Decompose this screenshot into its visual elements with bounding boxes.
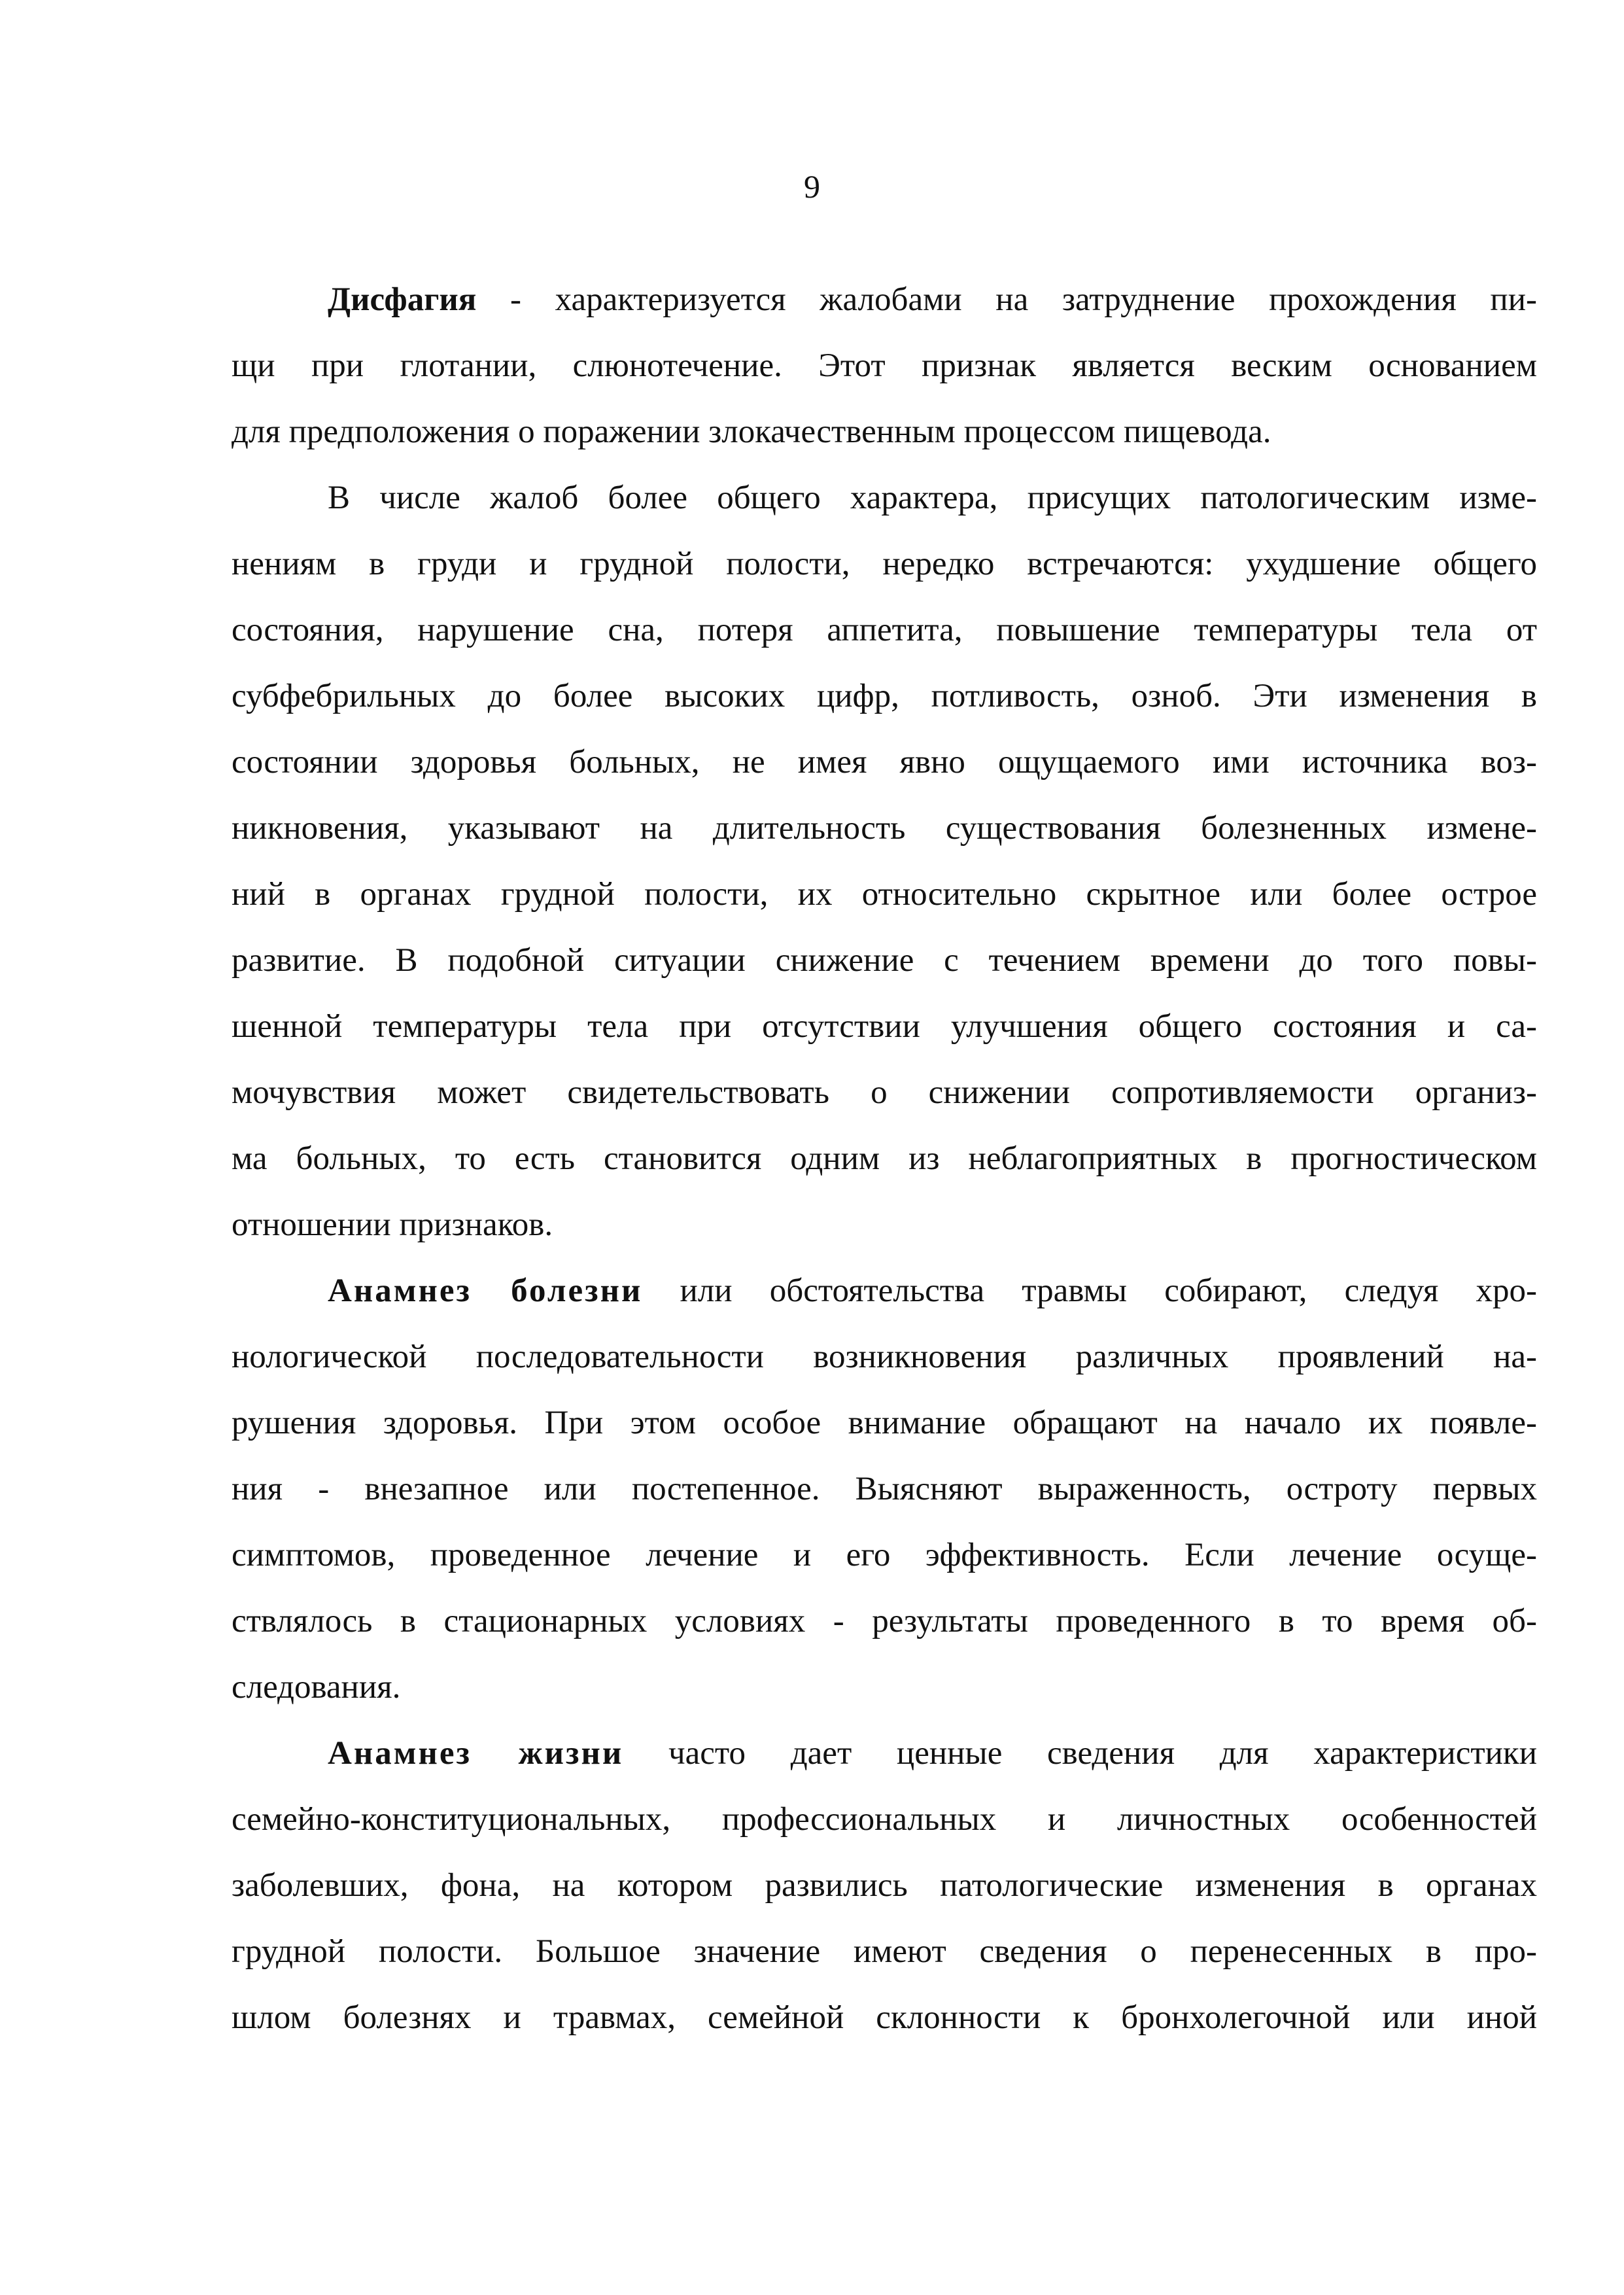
text-line: грудной полости. Большое значение имеют сведения о перенесенных в про- [232,1933,1537,1970]
text-line: состояния, нарушение сна, потеря аппетита, повышение температуры тела от [232,612,1537,648]
text-line: следования. [232,1669,401,1706]
text-line: щи при глотании, слюнотечение. Этот признак является веским основанием [232,347,1537,384]
term-dysphagia: Дисфагия [328,281,477,318]
text-line: нениям в груди и грудной полости, нередко встречаются: ухудшение общего [232,546,1537,582]
text-line: состоянии здоровья больных, не имея явно ощущаемого ими источника воз- [232,744,1537,780]
text-line: субфебрильных до более высоких цифр, потливость, озноб. Эти изменения в [232,678,1537,714]
paragraph-general-complaints [232,465,1537,1258]
text-line: никновения, указывают на длительность существования болезненных измене- [232,810,1537,847]
text-line: семейно-конституциональных, профессиональных и личностных особенностей [232,1801,1537,1838]
text-line: заболевших, фона, на котором развились патологические изменения в органах [232,1867,1537,1904]
text-line: ния - внезапное или постепенное. Выясняют выраженность, остроту первых [232,1471,1537,1507]
text-line: нологической последовательности возникновения различных проявлений на- [232,1339,1537,1375]
text-line: симптомов, проведенное лечение и его эффективность. Если лечение осуще- [232,1537,1537,1573]
text-line: ма больных, то есть становится одним из неблагоприятных в прогностическом [232,1140,1537,1177]
term-disease-history: Анамнез болезни [328,1272,643,1309]
text-line: ствлялось в стационарных условиях - результаты проведенного в то время об- [232,1603,1537,1639]
text-line: мочувствия может свидетельствовать о снижении сопротивляемости организ- [232,1074,1537,1111]
text-line: для предположения о поражении злокачественным процессом пищевода. [232,413,1271,450]
text-line: Анамнез болезни или обстоятельства травмы собирают, следуя хро- [328,1272,1537,1309]
text-line: Анамнез жизни часто дает ценные сведения для характеристики [328,1735,1537,1772]
text-line: отношении признаков. [232,1206,553,1243]
paragraph-life-history [232,1721,1537,2051]
text-line: В числе жалоб более общего характера, присущих патологическим изме- [328,480,1537,516]
text-line: шлом болезнях и травмах, семейной склонности к бронхолегочной или иной [232,1999,1537,2036]
text-line: развитие. В подобной ситуации снижение с течением времени до того повы- [232,942,1537,979]
term-life-history: Анамнез жизни [328,1735,624,1772]
document-body [232,267,1537,2051]
paragraph-disease-history [232,1258,1537,1721]
text-line: рушения здоровья. При этом особое внимание обращают на начало их появле- [232,1405,1537,1441]
page-number: 9 [804,168,820,205]
text-line: Дисфагия - характеризуется жалобами на затруднение прохождения пи- [328,281,1537,318]
text-line: шенной температуры тела при отсутствии улучшения общего состояния и са- [232,1008,1537,1045]
text-line: ний в органах грудной полости, их относительно скрытное или более острое [232,876,1537,913]
paragraph-dysphagia [232,267,1537,465]
